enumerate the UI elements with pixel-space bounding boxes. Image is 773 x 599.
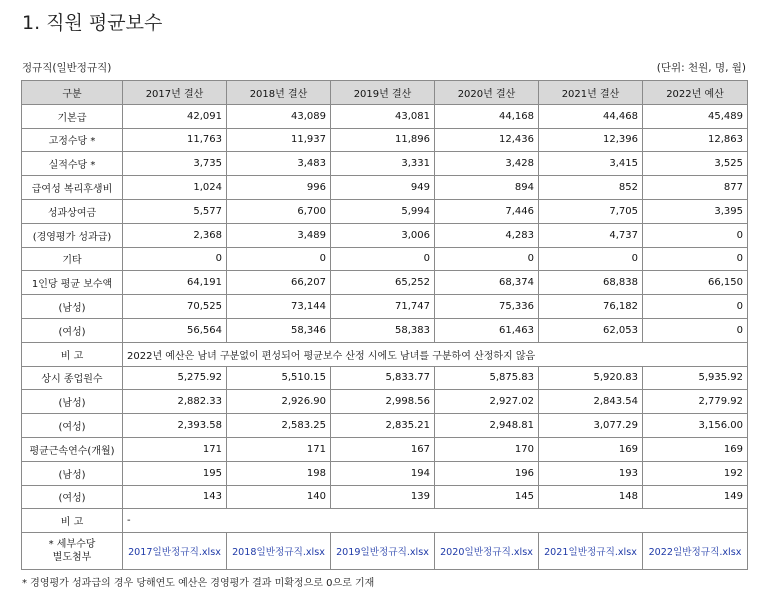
attachment-label — [22, 533, 123, 570]
table-cell: 3,428 — [435, 152, 539, 176]
attachment-link-2021[interactable]: 2021일반정규직.xlsx — [539, 533, 643, 570]
table-cell: 3,395 — [643, 199, 748, 223]
attachment-link-2017[interactable]: 2017일반정규직.xlsx — [123, 533, 227, 570]
note-row — [22, 342, 748, 366]
table-cell: 7,705 — [539, 199, 643, 223]
table-cell: 44,168 — [435, 104, 539, 128]
table-row — [22, 152, 748, 176]
table-row — [22, 318, 748, 342]
col-header: 2021년 결산 — [539, 81, 643, 105]
footnote: * 경영평가 성과급의 경우 당해연도 예산은 경영평가 결과 미확정으로 0으로 기재 — [22, 578, 375, 589]
table-cell: 0 — [123, 247, 227, 271]
table-cell: 2,393.58 — [123, 414, 227, 438]
row-label: 1인당 평균 보수액 — [22, 271, 123, 295]
row-label: 기본급 — [22, 104, 123, 128]
col-header: 2018년 결산 — [227, 81, 331, 105]
table-cell: 2,948.81 — [435, 414, 539, 438]
table-row — [22, 128, 748, 152]
note-text: - — [123, 509, 748, 533]
table-cell: 71,747 — [331, 295, 435, 319]
average-pay-table — [21, 80, 748, 570]
table-cell: 0 — [227, 247, 331, 271]
table-cell: 5,875.83 — [435, 366, 539, 390]
table-cell: 3,415 — [539, 152, 643, 176]
table-cell: 171 — [123, 437, 227, 461]
table-row — [22, 390, 748, 414]
row-label: 급여성 복리후생비 — [22, 176, 123, 200]
table-cell: 3,156.00 — [643, 414, 748, 438]
table-cell: 2,583.25 — [227, 414, 331, 438]
page-title: 1. 직원 평균보수 — [22, 12, 163, 34]
attachment-link-2020[interactable]: 2020일반정규직.xlsx — [435, 533, 539, 570]
table-cell: 949 — [331, 176, 435, 200]
attachment-row — [22, 533, 748, 570]
header-row — [22, 81, 748, 105]
table-row — [22, 199, 748, 223]
table-cell: 68,374 — [435, 271, 539, 295]
table-cell: 66,150 — [643, 271, 748, 295]
table-cell: 148 — [539, 485, 643, 509]
table-cell: 6,700 — [227, 199, 331, 223]
table-cell: 3,006 — [331, 223, 435, 247]
table-cell: 5,510.15 — [227, 366, 331, 390]
row-label: 고정수당 * — [22, 128, 123, 152]
col-header: 2019년 결산 — [331, 81, 435, 105]
attachment-link-2019[interactable]: 2019일반정규직.xlsx — [331, 533, 435, 570]
table-row — [22, 247, 748, 271]
table-cell: 0 — [435, 247, 539, 271]
table-cell: 169 — [539, 437, 643, 461]
attachment-label-line: 별도첨부 — [52, 552, 92, 564]
col-header: 2020년 결산 — [435, 81, 539, 105]
row-label: (남성) — [22, 295, 123, 319]
attachment-label-line: * 세부수당 — [48, 539, 96, 551]
table-cell: 2,882.33 — [123, 390, 227, 414]
table-cell: 58,346 — [227, 318, 331, 342]
row-label: 성과상여금 — [22, 199, 123, 223]
table-cell: 192 — [643, 461, 748, 485]
row-label: (여성) — [22, 485, 123, 509]
row-label: 기타 — [22, 247, 123, 271]
table-cell: 852 — [539, 176, 643, 200]
table-row — [22, 176, 748, 200]
table-cell: 62,053 — [539, 318, 643, 342]
table-cell: 2,835.21 — [331, 414, 435, 438]
table-cell: 56,564 — [123, 318, 227, 342]
table-cell: 12,863 — [643, 128, 748, 152]
table-cell: 4,283 — [435, 223, 539, 247]
table-cell: 5,920.83 — [539, 366, 643, 390]
table-cell: 75,336 — [435, 295, 539, 319]
table-cell: 2,368 — [123, 223, 227, 247]
table-cell: 5,275.92 — [123, 366, 227, 390]
row-label: 실적수당 * — [22, 152, 123, 176]
table-cell: 68,838 — [539, 271, 643, 295]
table-cell: 5,577 — [123, 199, 227, 223]
table-cell: 4,737 — [539, 223, 643, 247]
table-cell: 5,994 — [331, 199, 435, 223]
row-label: 비 고 — [22, 509, 123, 533]
table-cell: 169 — [643, 437, 748, 461]
table-cell: 145 — [435, 485, 539, 509]
table-cell: 12,396 — [539, 128, 643, 152]
table-cell: 171 — [227, 437, 331, 461]
table-cell: 5,833.77 — [331, 366, 435, 390]
table-cell: 996 — [227, 176, 331, 200]
table-cell: 76,182 — [539, 295, 643, 319]
table-cell: 2,843.54 — [539, 390, 643, 414]
table-cell: 894 — [435, 176, 539, 200]
col-header: 2017년 결산 — [123, 81, 227, 105]
table-cell: 0 — [643, 247, 748, 271]
table-row — [22, 223, 748, 247]
table-cell: 61,463 — [435, 318, 539, 342]
table-cell: 42,091 — [123, 104, 227, 128]
table-row — [22, 295, 748, 319]
table-cell: 0 — [643, 223, 748, 247]
table-cell: 43,081 — [331, 104, 435, 128]
table-cell: 3,331 — [331, 152, 435, 176]
table-subtitle: 정규직(일반정규직) — [22, 62, 112, 74]
table-cell: 58,383 — [331, 318, 435, 342]
table-cell: 1,024 — [123, 176, 227, 200]
row-label: (경영평가 성과급) — [22, 223, 123, 247]
row-label: 비 고 — [22, 342, 123, 366]
table-cell: 140 — [227, 485, 331, 509]
table-cell: 0 — [331, 247, 435, 271]
table-row — [22, 104, 748, 128]
table-row — [22, 414, 748, 438]
table-row — [22, 437, 748, 461]
table-cell: 70,525 — [123, 295, 227, 319]
row-label: 상시 종업원수 — [22, 366, 123, 390]
table-cell: 11,763 — [123, 128, 227, 152]
attachment-link-2018[interactable]: 2018일반정규직.xlsx — [227, 533, 331, 570]
table-cell: 5,935.92 — [643, 366, 748, 390]
table-cell: 143 — [123, 485, 227, 509]
table-cell: 3,489 — [227, 223, 331, 247]
table-cell: 139 — [331, 485, 435, 509]
table-cell: 0 — [643, 318, 748, 342]
row-label: (여성) — [22, 414, 123, 438]
table-cell: 3,735 — [123, 152, 227, 176]
table-cell: 0 — [539, 247, 643, 271]
note-text: 2022년 예산은 남녀 구분없이 편성되어 평균보수 산정 시에도 남녀를 구분하여 산정하지 않음 — [123, 342, 748, 366]
table-cell: 2,779.92 — [643, 390, 748, 414]
row-label: (남성) — [22, 390, 123, 414]
table-cell: 877 — [643, 176, 748, 200]
table-cell: 2,998.56 — [331, 390, 435, 414]
table-cell: 167 — [331, 437, 435, 461]
table-row — [22, 271, 748, 295]
table-cell: 44,468 — [539, 104, 643, 128]
table-cell: 170 — [435, 437, 539, 461]
table-cell: 3,077.29 — [539, 414, 643, 438]
row-label: (남성) — [22, 461, 123, 485]
unit-label: (단위: 천원, 명, 월) — [656, 62, 746, 74]
table-cell: 2,927.02 — [435, 390, 539, 414]
table-cell: 45,489 — [643, 104, 748, 128]
col-header: 2022년 예산 — [643, 81, 748, 105]
row-label: (여성) — [22, 318, 123, 342]
table-cell: 194 — [331, 461, 435, 485]
table-cell: 195 — [123, 461, 227, 485]
table-cell: 7,446 — [435, 199, 539, 223]
table-cell: 12,436 — [435, 128, 539, 152]
table-cell: 149 — [643, 485, 748, 509]
col-header: 구분 — [22, 81, 123, 105]
table-row — [22, 461, 748, 485]
table-cell: 43,089 — [227, 104, 331, 128]
table-cell: 11,937 — [227, 128, 331, 152]
table-cell: 2,926.90 — [227, 390, 331, 414]
table-cell: 64,191 — [123, 271, 227, 295]
table-cell: 73,144 — [227, 295, 331, 319]
table-cell: 65,252 — [331, 271, 435, 295]
table-cell: 11,896 — [331, 128, 435, 152]
table-cell: 3,525 — [643, 152, 748, 176]
attachment-link-2022[interactable]: 2022일반정규직.xlsx — [643, 533, 748, 570]
table-cell: 0 — [643, 295, 748, 319]
table-cell: 193 — [539, 461, 643, 485]
table-cell: 196 — [435, 461, 539, 485]
table-cell: 198 — [227, 461, 331, 485]
table-cell: 3,483 — [227, 152, 331, 176]
table-cell: 66,207 — [227, 271, 331, 295]
table-row — [22, 366, 748, 390]
table-row — [22, 485, 748, 509]
row-label: 평균근속연수(개월) — [22, 437, 123, 461]
note-row — [22, 509, 748, 533]
